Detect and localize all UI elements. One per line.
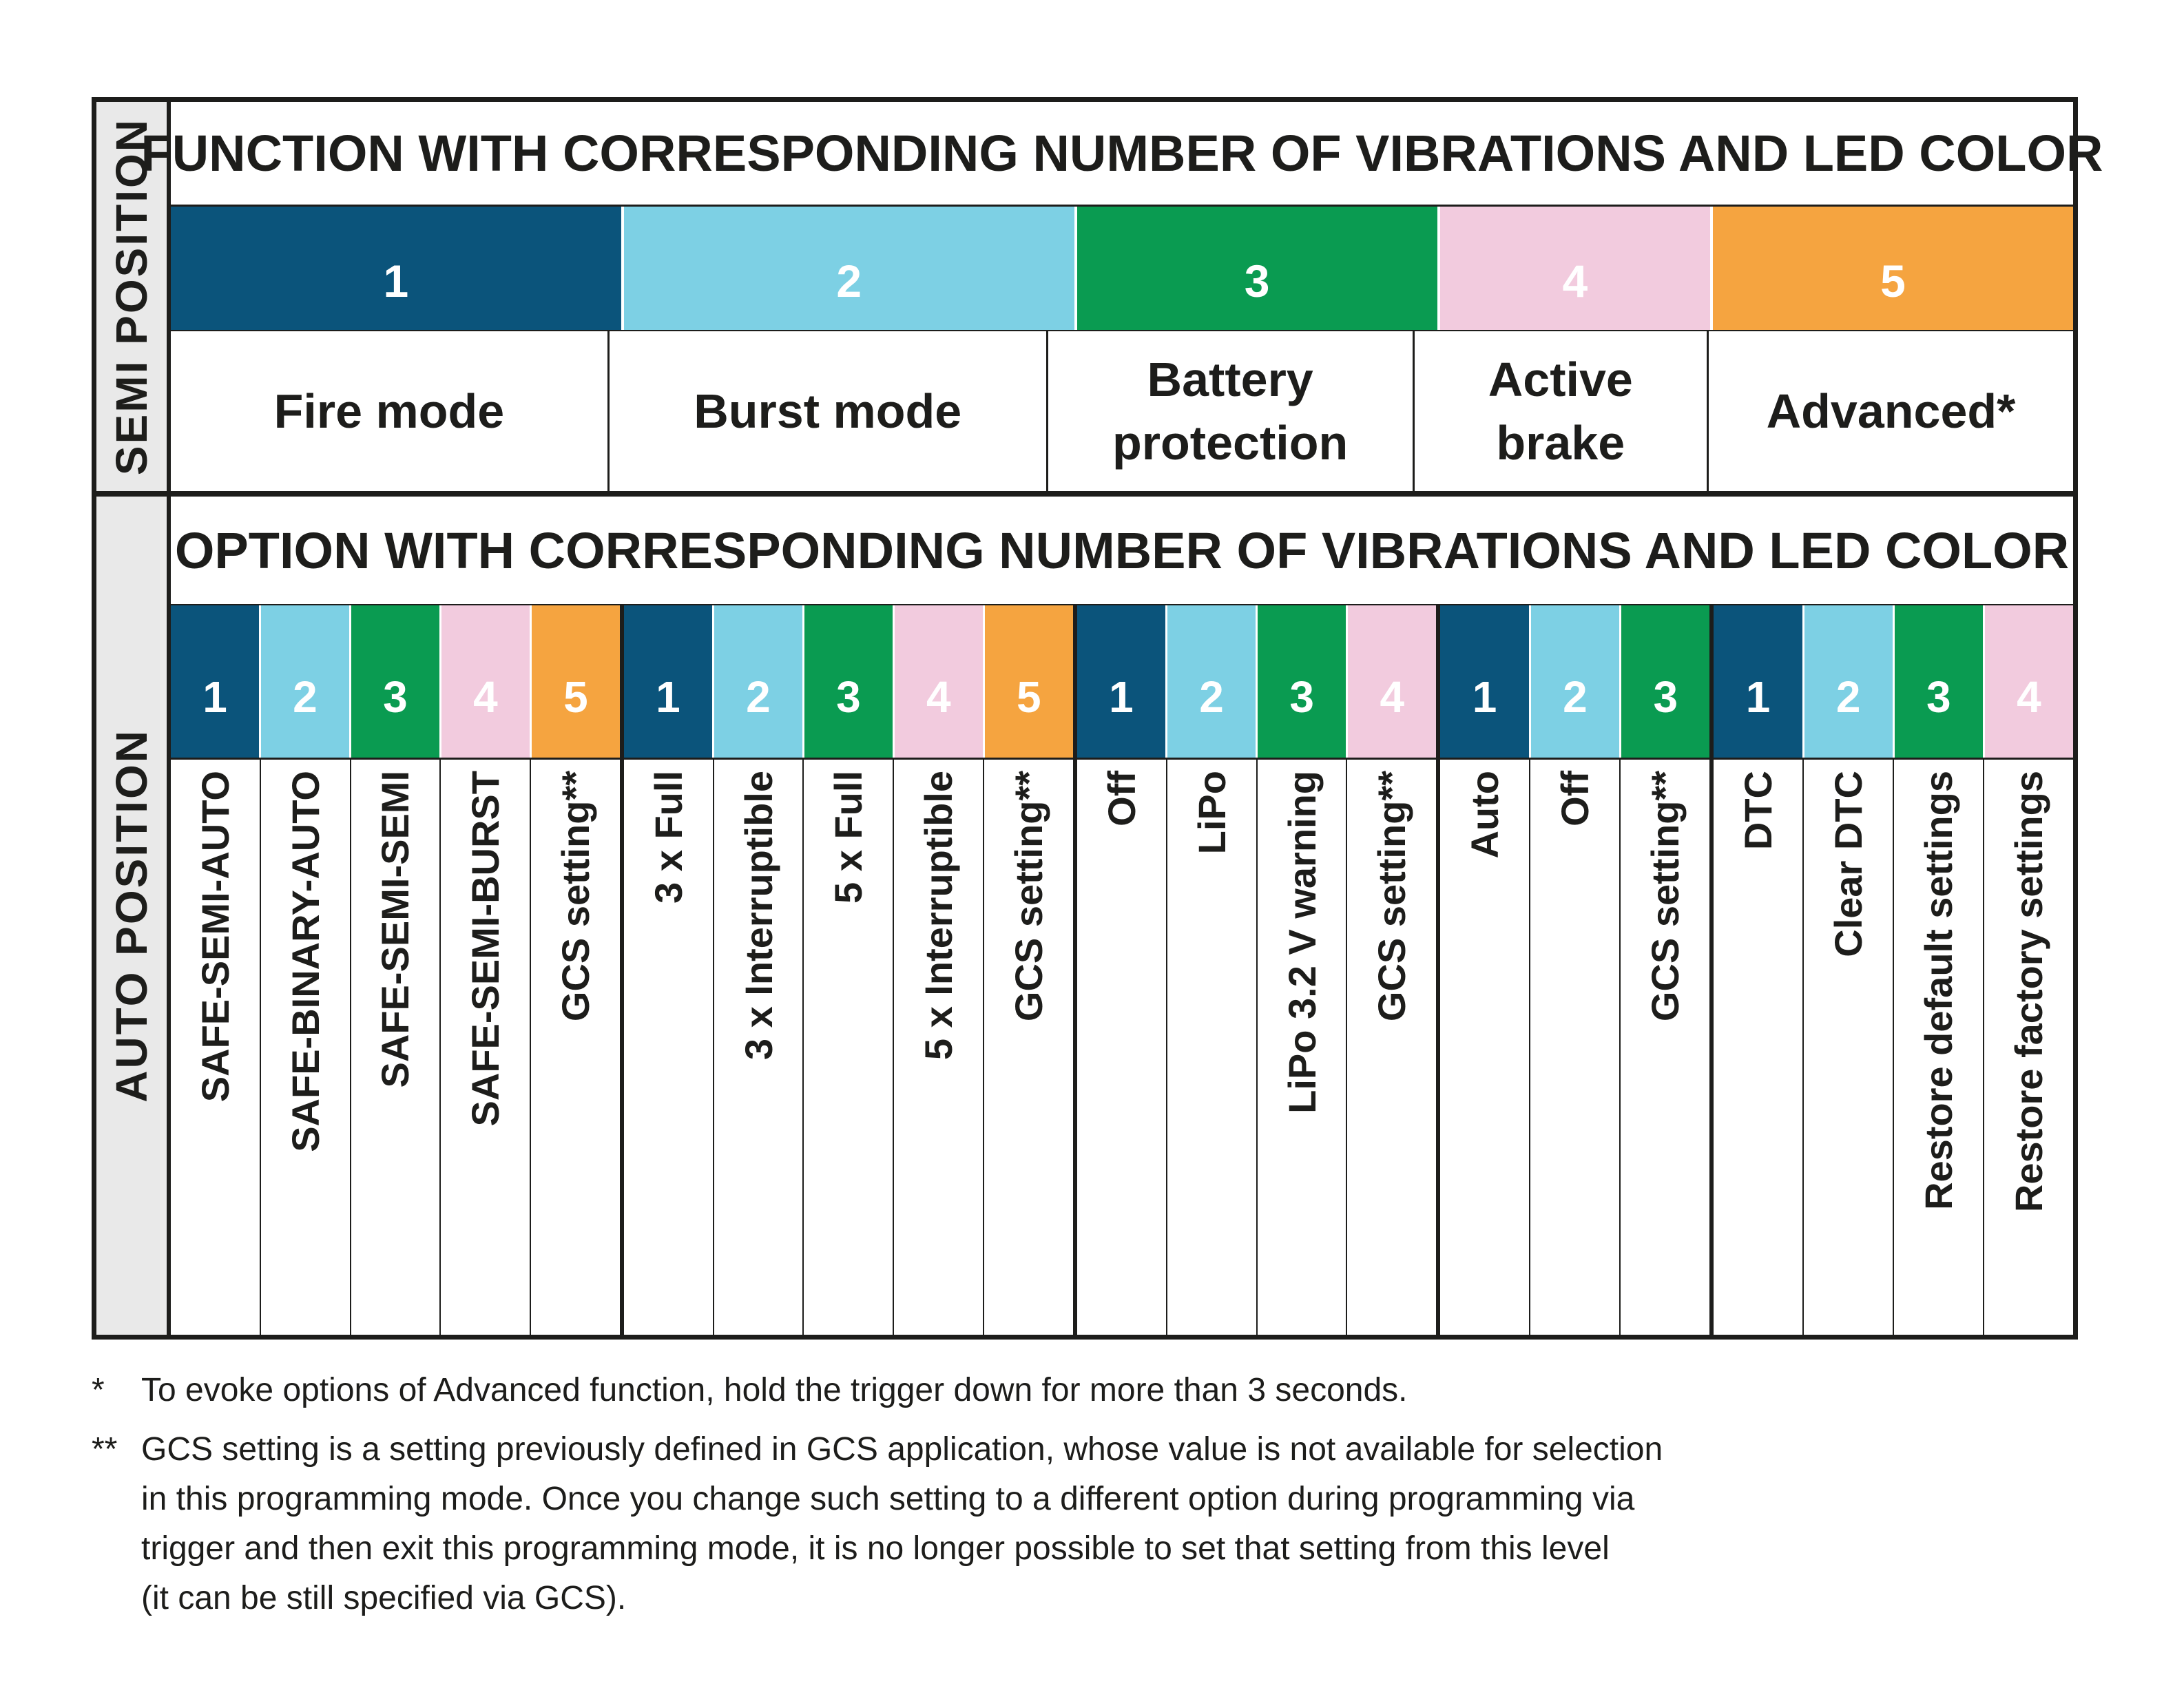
option-label-cell	[624, 760, 713, 1335]
function-header-title: FUNCTION WITH CORRESPONDING NUMBER OF VIBRATIONS AND LED COLOR	[141, 125, 2103, 182]
vibration-count: 1	[1109, 671, 1134, 722]
option-vibration-cell	[1077, 605, 1165, 758]
vibration-count: 1	[1745, 671, 1771, 722]
option-label: SAFE-BINARY-AUTO	[283, 771, 327, 1152]
function-vibration-cell-3	[1077, 207, 1437, 330]
option-vibration-cell	[714, 605, 802, 758]
option-label: 3 x Full	[646, 771, 690, 904]
function-vibration-cell-1	[171, 207, 621, 330]
option-label: Restore factory settings	[2007, 771, 2051, 1213]
footnote-advanced	[92, 1366, 2089, 1415]
option-label-cell	[1440, 760, 1529, 1335]
vibration-count: 3	[1926, 671, 1951, 722]
footnote-line: trigger and then exit this programming mode, it is no longer possible to set that setting from this level	[141, 1530, 1610, 1567]
option-vibration-cell	[1348, 605, 1436, 758]
option-label-cell	[1077, 760, 1166, 1335]
option-label: DTC	[1736, 771, 1780, 851]
option-label-cell	[893, 760, 983, 1335]
vibration-count: 1	[1472, 671, 1497, 722]
option-vibration-cell	[895, 605, 983, 758]
option-vibration-cell	[441, 605, 530, 758]
function-name-row	[171, 331, 2073, 491]
vibration-count: 5	[563, 671, 588, 722]
vibration-count: 5	[1880, 255, 1906, 306]
vibration-count: 2	[836, 255, 862, 306]
option-label: SAFE-SEMI-AUTO	[193, 771, 237, 1103]
vibration-count: 3	[383, 671, 408, 722]
vibration-count: 1	[656, 671, 680, 722]
option-vibration-cell	[804, 605, 893, 758]
option-group-battery-protection	[1073, 605, 1437, 1335]
option-vibration-strip	[171, 605, 620, 760]
vibration-count: 4	[1380, 671, 1405, 722]
option-label: Off	[1553, 771, 1597, 826]
vibration-count: 2	[1199, 671, 1224, 722]
option-vibration-cell	[624, 605, 712, 758]
option-label: Restore default settings	[1917, 771, 1961, 1210]
option-label-cell	[1802, 760, 1893, 1335]
option-label: GCS setting**	[1370, 771, 1414, 1022]
function-vibration-row	[171, 207, 2073, 331]
vibration-count: 3	[1244, 255, 1270, 306]
footnote-text	[141, 1425, 2089, 1623]
option-label-cell	[350, 760, 440, 1335]
option-label: 5 x Interruptible	[917, 771, 961, 1061]
auto-position-content	[171, 497, 2073, 1335]
vibration-count: 1	[202, 671, 227, 722]
option-vibration-cell	[1895, 605, 1983, 758]
footnotes	[92, 1366, 2089, 1623]
option-label-cell	[171, 760, 260, 1335]
footnote-line: To evoke options of Advanced function, hold the trigger down for more than 3 seconds.	[141, 1372, 1408, 1408]
option-label-cell	[439, 760, 530, 1335]
footnote-line: in this programming mode. Once you change such setting to a different option during programming via	[141, 1481, 1635, 1517]
vibration-count: 2	[293, 671, 318, 722]
option-vibration-cell	[1167, 605, 1256, 758]
function-name-advanced: Advanced*	[1707, 331, 2073, 491]
option-vibration-strip	[1440, 605, 1709, 760]
option-label-cell	[1983, 760, 2073, 1335]
footnote-marker: **	[92, 1431, 118, 1468]
function-name-fire-mode: Fire mode	[273, 384, 505, 438]
option-vibration-cell	[1258, 605, 1346, 758]
option-group-fire-mode	[171, 605, 620, 1335]
option-header-row	[171, 497, 2073, 605]
auto-position-section	[96, 497, 2073, 1335]
option-vibration-cell	[261, 605, 349, 758]
option-header-title: OPTION WITH CORRESPONDING NUMBER OF VIBRATIONS AND LED COLOR	[174, 521, 2070, 579]
option-label-cell	[1256, 760, 1346, 1335]
function-name-active-brake: Active brake	[1413, 331, 1707, 491]
option-group-advanced	[1709, 605, 2073, 1335]
option-label-row	[1714, 760, 2073, 1335]
option-vibration-strip	[1077, 605, 1437, 760]
vibration-count: 1	[383, 255, 409, 306]
option-label-row	[1440, 760, 1709, 1335]
option-label-cell	[802, 760, 893, 1335]
footnote-line: (it can be still specified via GCS).	[141, 1580, 627, 1616]
function-vibration-cell-5	[1713, 207, 2073, 330]
auto-position-label: AUTO POSITION	[107, 729, 156, 1103]
option-label-cell	[983, 760, 1073, 1335]
section-divider	[96, 491, 2073, 497]
footnote-text	[141, 1366, 2089, 1415]
option-label: GCS setting**	[554, 771, 598, 1022]
option-vibration-cell	[351, 605, 439, 758]
vibration-count: 4	[473, 671, 498, 722]
function-name-battery-protection: Battery protection	[1046, 331, 1413, 491]
option-label: 5 x Full	[826, 771, 871, 904]
function-vibration-cell-2	[624, 207, 1074, 330]
option-label-row	[624, 760, 1073, 1335]
option-group-active-brake	[1436, 605, 1709, 1335]
option-vibration-cell	[1804, 605, 1893, 758]
footnote-gcs-setting	[92, 1425, 2089, 1623]
option-label-cell	[530, 760, 620, 1335]
option-label: GCS setting**	[1643, 771, 1687, 1022]
option-vibration-cell	[171, 605, 259, 758]
function-header-row	[141, 102, 2103, 207]
option-label: LiPo	[1189, 771, 1234, 855]
option-label: Off	[1099, 771, 1143, 826]
semi-position-section	[96, 102, 2103, 491]
semi-position-label: SEMI POSITION	[107, 117, 156, 476]
vibration-count: 3	[1289, 671, 1314, 722]
function-vibration-cell-4	[1440, 207, 1710, 330]
option-vibration-strip	[624, 605, 1073, 760]
option-vibration-cell	[532, 605, 620, 758]
option-vibration-cell	[1714, 605, 1802, 758]
vibration-count: 3	[1653, 671, 1678, 722]
vibration-count: 4	[926, 671, 951, 722]
option-label: LiPo 3.2 V warning	[1280, 771, 1324, 1114]
option-vibration-cell	[1440, 605, 1528, 758]
vibration-count: 3	[836, 671, 861, 722]
vibration-count: 5	[1017, 671, 1041, 722]
option-groups-row	[171, 605, 2073, 1335]
option-label: 3 x Interruptible	[736, 771, 780, 1061]
footnote-line: GCS setting is a setting previously defined in GCS application, whose value is not available for selection	[141, 1431, 1663, 1468]
option-label: SAFE-SEMI-SEMI	[373, 771, 417, 1088]
option-label-row	[171, 760, 620, 1335]
option-label-cell	[260, 760, 350, 1335]
option-vibration-strip	[1714, 605, 2073, 760]
vibration-count: 2	[1563, 671, 1588, 722]
option-label-cell	[1346, 760, 1436, 1335]
vibration-count: 2	[746, 671, 771, 722]
programming-table	[92, 97, 2103, 1340]
option-label-cell	[1893, 760, 1983, 1335]
option-vibration-cell	[1531, 605, 1619, 758]
option-label: Auto	[1463, 771, 1507, 859]
option-label-cell	[1166, 760, 1256, 1335]
option-label: GCS setting**	[1006, 771, 1050, 1022]
option-label: Clear DTC	[1827, 771, 1871, 957]
semi-position-content	[141, 102, 2103, 491]
option-label-cell	[1619, 760, 1709, 1335]
function-name-burst-mode: Burst mode	[607, 331, 1046, 491]
option-vibration-cell	[1621, 605, 1709, 758]
footnote-marker: *	[92, 1372, 105, 1408]
option-vibration-cell	[1985, 605, 2073, 758]
option-vibration-cell	[985, 605, 1073, 758]
auto-position-sidebar	[96, 497, 171, 1335]
option-group-burst-mode	[620, 605, 1073, 1335]
vibration-count: 2	[1835, 671, 1861, 722]
option-label-cell	[713, 760, 803, 1335]
vibration-count: 4	[1562, 255, 1588, 306]
option-label-row	[1077, 760, 1437, 1335]
vibration-count: 4	[2017, 671, 2041, 722]
option-label-cell	[1529, 760, 1619, 1335]
option-label-cell	[1714, 760, 1802, 1335]
option-label: SAFE-SEMI-BURST	[464, 771, 508, 1127]
